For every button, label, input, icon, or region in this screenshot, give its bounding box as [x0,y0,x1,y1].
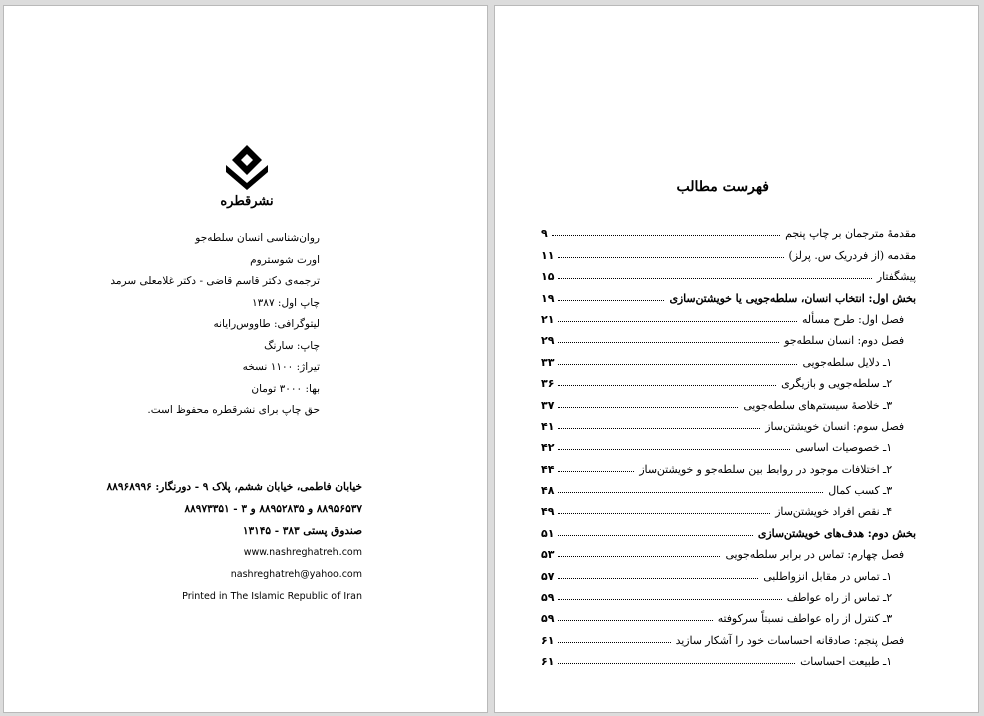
toc-entry-page: ۱۹ [541,291,555,305]
left-page [3,5,488,713]
toc-entry [541,561,916,582]
dot-leader [558,278,871,279]
toc-entry-page: ۳۳ [541,355,555,369]
toc-entry-title: ۳ـ کنترل از راه عواطف نسبتاً سرکوفته [717,612,892,626]
toc-entry-page: ۲۹ [541,334,555,348]
dot-leader [558,492,823,493]
printed-in: Printed in The Islamic Republic of Iran [182,591,362,602]
toc-entry-page: ۱۵ [541,270,555,284]
toc-entry-title: فصل سوم: انسان خویشتن‌ساز [765,419,904,433]
toc-entry-page: ۴۹ [541,505,555,519]
toc-entry [541,219,916,240]
toc-entry-page: ۵۷ [541,569,555,583]
toc-entry-title: ۱ـ تماس در مقابل انزواطلبی [763,569,892,583]
dot-leader [558,471,634,472]
publisher-logo-icon [222,143,272,191]
dot-leader [558,449,790,450]
toc-entry [541,433,916,454]
author: اورت شوستروم [250,253,320,266]
toc-entry-title: بخش اول: انتخاب انسان، سلطه‌جویی یا خویشتن‌سازی [669,291,916,305]
toc-entry-title: ۲ـ اختلافات موجود در روابط بین سلطه‌جو و خویشتن‌ساز [639,462,892,476]
copyright: حق چاپ برای نشرقطره محفوظ است. [147,404,320,416]
book-title: روان‌شناسی انسان سلطه‌جو [195,232,320,244]
toc-entry [541,369,916,390]
toc-entry-title: ۳ـ کسب کمال [828,484,892,498]
toc-entry-page: ۵۱ [541,526,555,540]
toc-entry [541,283,916,304]
toc-entry [541,454,916,475]
phones: ۸۸۹۵۶۵۳۷ و ۸۸۹۵۲۸۳۵ و ۳ - ۸۸۹۷۳۳۵۱ [184,503,362,515]
website: www.nashreghatreh.com [243,547,362,558]
dot-leader [558,535,752,536]
toc-entry-page: ۴۱ [541,419,555,433]
dot-leader [558,556,720,557]
dot-leader [558,300,664,301]
dot-leader [558,364,797,365]
toc-entry-page: ۴۸ [541,484,555,498]
publication-info [110,228,320,422]
toc-entry-title: پیشگفتار [876,270,916,284]
toc-entry-page: ۲۱ [541,312,555,326]
edition: چاپ اول: ۱۳۸۷ [252,296,320,309]
toc-entry [541,412,916,433]
toc-entry-page: ۵۹ [541,591,555,605]
lithography: لیتوگرافی: طاووس‌رایانه [213,318,320,330]
toc-entry-page: ۶۱ [541,633,555,647]
toc-entry-page: ۶۱ [541,655,555,669]
contact-info [107,476,362,608]
toc-entry [541,390,916,411]
po-box: صندوق پستی ۳۸۳ - ۱۳۱۴۵ [242,525,362,537]
toc-entry-page: ۳۷ [541,398,555,412]
toc-entry-title: ۱ـ خصوصیات اساسی [795,441,892,455]
toc-entry [541,518,916,539]
toc-entry-title: فصل دوم: انسان سلطه‌جو [784,334,904,348]
printing: چاپ: سارنگ [264,339,320,352]
dot-leader [558,513,770,514]
toc-entry-title: فصل اول: طرح مسأله [802,312,904,326]
circulation: تیراژ: ۱۱۰۰ نسخه [242,361,320,373]
toc-entry-title: ۲ـ تماس از راه عواطف [786,591,892,605]
dot-leader [558,599,781,600]
dot-leader [558,620,712,621]
dot-leader [558,428,760,429]
toc-entry [541,540,916,561]
toc-entry-title: ۴ـ نقص افراد خویشتن‌ساز [775,505,892,519]
toc-entry-page: ۱۱ [541,248,555,262]
toc-entry [541,583,916,604]
toc-entry-title: بخش دوم: هدف‌های خویشتن‌سازی [757,526,916,540]
toc-entry [541,305,916,326]
toc-entry [541,625,916,646]
dot-leader [558,407,738,408]
toc-entry-title: فصل چهارم: تماس در برابر سلطه‌جویی [725,548,904,562]
logo-text: نشرقطره [220,194,274,209]
toc-entry [541,647,916,668]
toc-entry-page: ۳۶ [541,377,555,391]
toc-entry-page: ۵۳ [541,548,555,562]
dot-leader [558,642,670,643]
dot-leader [552,235,780,236]
dot-leader [558,257,783,258]
table-of-contents [541,219,916,668]
toc-entry [541,347,916,368]
toc-entry-title: مقدمهٔ مترجمان بر چاپ پنجم [785,227,916,241]
price: بها: ۳۰۰۰ تومان [251,382,320,395]
dot-leader [558,663,795,664]
toc-entry-page: ۹ [541,227,548,241]
toc-entry-page: ۴۲ [541,441,555,455]
email: nashreghatreh@yahoo.com [230,569,362,580]
translators: ترجمه‌ی دکتر قاسم قاضی - دکتر غلامعلی سرمد [110,275,320,287]
toc-title: فهرست مطالب [676,179,769,195]
toc-entry-title: ۲ـ سلطه‌جویی و بازیگری [781,377,892,391]
toc-entry [541,326,916,347]
toc-entry [541,262,916,283]
toc-entry [541,240,916,261]
dot-leader [558,578,758,579]
right-page [494,5,979,713]
toc-entry [541,476,916,497]
toc-entry-page: ۴۴ [541,462,555,476]
dot-leader [558,321,797,322]
toc-entry-title: ۳ـ خلاصهٔ سیستم‌های سلطه‌جویی [743,398,892,412]
toc-entry-title: ۱ـ دلایل سلطه‌جویی [802,355,892,369]
toc-entry-title: مقدمه (از فردریک س. پرلز) [788,248,916,262]
toc-entry-page: ۵۹ [541,612,555,626]
toc-entry-title: ۱ـ طبیعت احساسات [800,655,892,669]
toc-entry-title: فصل پنجم: صادقانه احساسات خود را آشکار سازید [675,633,904,647]
dot-leader [558,342,779,343]
toc-entry [541,604,916,625]
toc-entry [541,497,916,518]
dot-leader [558,385,776,386]
address: خیابان فاطمی، خیابان ششم، پلاک ۹ - دورنگار: ۸۸۹۶۸۹۹۶ [106,481,362,493]
